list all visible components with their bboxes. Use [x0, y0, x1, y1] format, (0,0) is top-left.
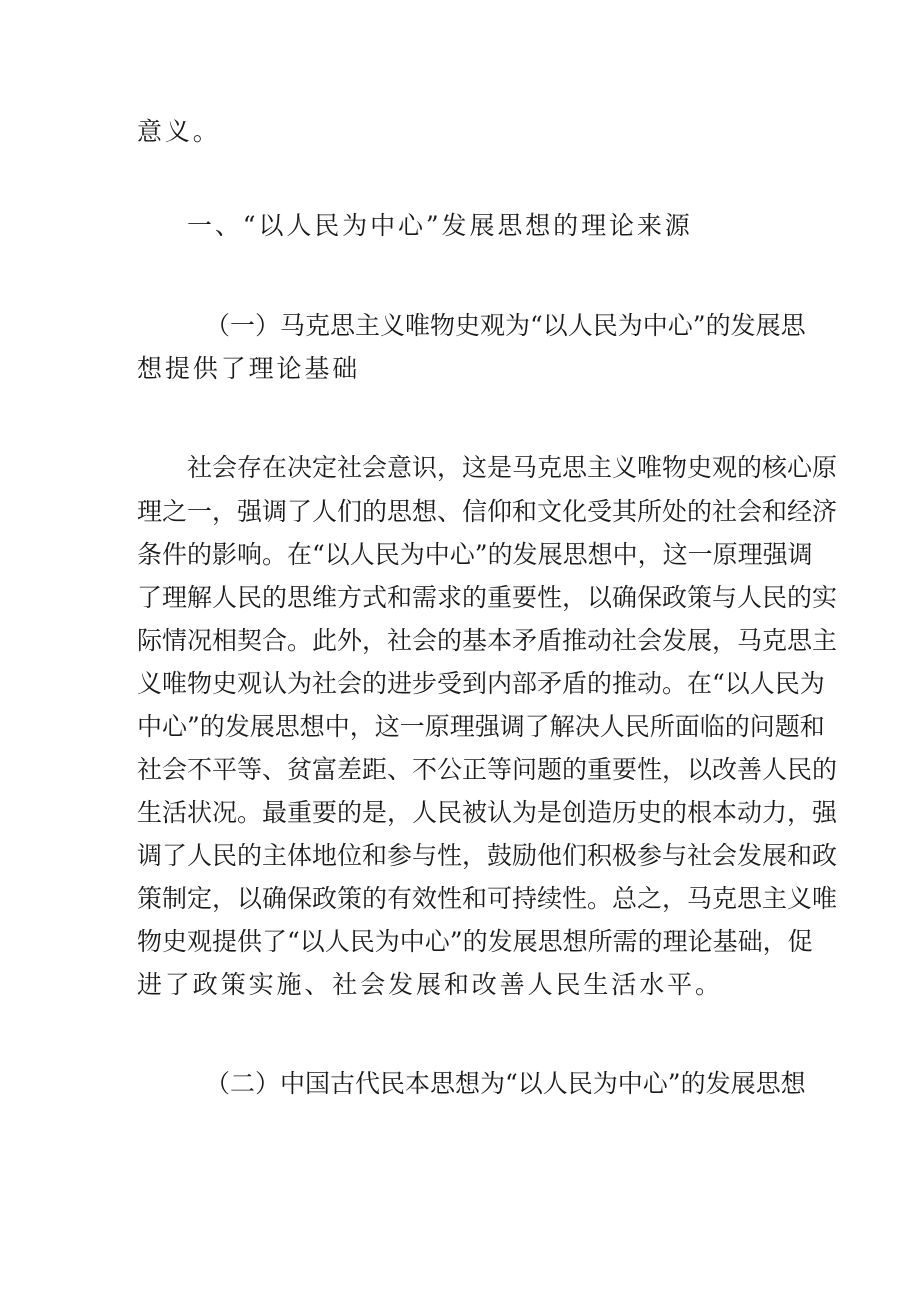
- paragraph-line: 社会不平等、贫富差距、不公正等问题的重要性，以改善人民的: [137, 755, 838, 784]
- paragraph-line: 策制定，以确保政策的有效性和可持续性。总之，马克思主义唯: [137, 884, 838, 913]
- subheading-line: 想提供了理论基础: [137, 354, 361, 383]
- subheading-line: （一）马克思主义唯物史观为“以人民为中心”的发展思: [205, 311, 806, 340]
- paragraph-line: 际情况相契合。此外，社会的基本矛盾推动社会发展，马克思主: [137, 626, 838, 655]
- paragraph-line: 社会存在决定社会意识，这是马克思主义唯物史观的核心原: [187, 453, 838, 482]
- subheading-line: （二）中国古代民本思想为“以人民为中心”的发展思想: [205, 1069, 806, 1098]
- paragraph-line: 义唯物史观认为社会的进步受到内部矛盾的推动。在“以人民为: [137, 669, 825, 698]
- paragraph-line: 中心”的发展思想中，这一原理强调了解决人民所面临的问题和: [137, 712, 825, 741]
- paragraph-line: 条件的影响。在“以人民为中心”的发展思想中，这一原理强调: [137, 540, 813, 569]
- paragraph-line: 生活状况。最重要的是，人民被认为是创造历史的根本动力，强: [137, 798, 838, 827]
- paragraph-line: 物史观提供了“以人民为中心”的发展思想所需的理论基础，促: [137, 927, 813, 956]
- lead-line: 意义。: [137, 117, 221, 146]
- paragraph-line: 调了人民的主体地位和参与性，鼓励他们积极参与社会发展和政: [137, 841, 838, 870]
- paragraph-line: 进了政策实施、社会发展和改善人民生活水平。: [137, 970, 723, 999]
- paragraph-line: 了理解人民的思维方式和需求的重要性，以确保政策与人民的实: [137, 583, 838, 612]
- section-heading: 一、“以人民为中心”发展思想的理论来源: [187, 211, 693, 240]
- paragraph-line: 理之一，强调了人们的思想、信仰和文化受其所处的社会和经济: [137, 497, 838, 526]
